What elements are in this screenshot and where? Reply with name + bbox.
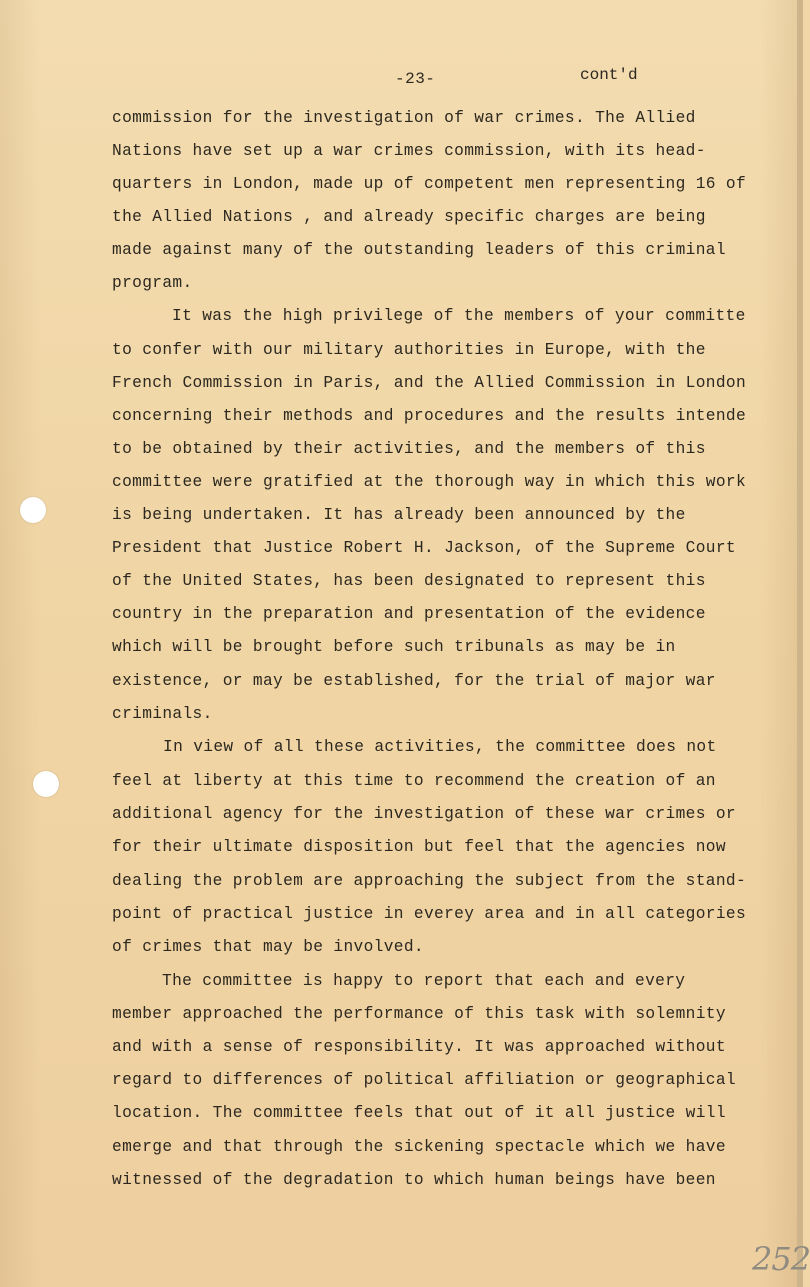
- punch-hole: [33, 771, 59, 797]
- text-line: to be obtained by their activities, and the members of this: [112, 440, 706, 458]
- text-line: concerning their methods and procedures and the results intende: [112, 407, 747, 425]
- text-line: country in the preparation and presentation of the evidence: [112, 605, 706, 623]
- text-line: witnessed of the degradation to which human beings have been: [112, 1171, 716, 1189]
- text-line: President that Justice Robert H. Jackson, of the Supreme Court: [112, 539, 736, 557]
- text-line: to confer with our military authorities in Europe, with the: [112, 341, 706, 359]
- text-line: is being undertaken. It has already been announced by the: [112, 506, 686, 524]
- text-line: Nations have set up a war crimes commission, with its head-: [112, 142, 706, 160]
- text-line: which will be brought before such tribunals as may be in: [112, 638, 676, 656]
- text-line: dealing the problem are approaching the subject from the stand-: [112, 872, 747, 890]
- text-line: French Commission in Paris, and the Allied Commission in London: [112, 374, 747, 392]
- text-line: feel at liberty at this time to recommend the creation of an: [112, 772, 716, 790]
- text-line: quarters in London, made up of competent men representing 16 of: [112, 175, 747, 193]
- text-line: existence, or may be established, for the trial of major war: [112, 672, 716, 690]
- text-line: for their ultimate disposition but feel that the agencies now: [112, 838, 726, 856]
- text-line: It was the high privilege of the members of your committe: [172, 307, 746, 325]
- page-number: -23-: [395, 70, 436, 88]
- text-line: member approached the performance of this task with solemnity: [112, 1005, 726, 1023]
- text-line: The committee is happy to report that each and every: [162, 972, 686, 990]
- text-line: point of practical justice in everey area and in all categories: [112, 905, 747, 923]
- continued-mark: cont'd: [580, 66, 638, 84]
- text-line: criminals.: [112, 705, 213, 723]
- text-line: emerge and that through the sickening spectacle which we have: [112, 1138, 726, 1156]
- text-line: of the United States, has been designated to represent this: [112, 572, 706, 590]
- punch-hole: [20, 497, 46, 523]
- text-line: additional agency for the investigation of these war crimes or: [112, 805, 736, 823]
- text-line: and with a sense of responsibility. It was approached without: [112, 1038, 726, 1056]
- text-line: location. The committee feels that out of it all justice will: [112, 1104, 726, 1122]
- text-line: committee were gratified at the thorough way in which this work: [112, 473, 747, 491]
- text-line: of crimes that may be involved.: [112, 938, 424, 956]
- page-edge: [797, 0, 803, 1287]
- text-line: regard to differences of political affiliation or geographical: [112, 1071, 736, 1089]
- text-line: commission for the investigation of war crimes. The Allied: [112, 109, 696, 127]
- text-line: In view of all these activities, the committee does not: [163, 738, 717, 756]
- text-line: program.: [112, 274, 193, 292]
- text-line: the Allied Nations , and already specific charges are being: [112, 208, 706, 226]
- archive-page-number: 252: [752, 1240, 810, 1278]
- text-line: made against many of the outstanding leaders of this criminal: [112, 241, 726, 259]
